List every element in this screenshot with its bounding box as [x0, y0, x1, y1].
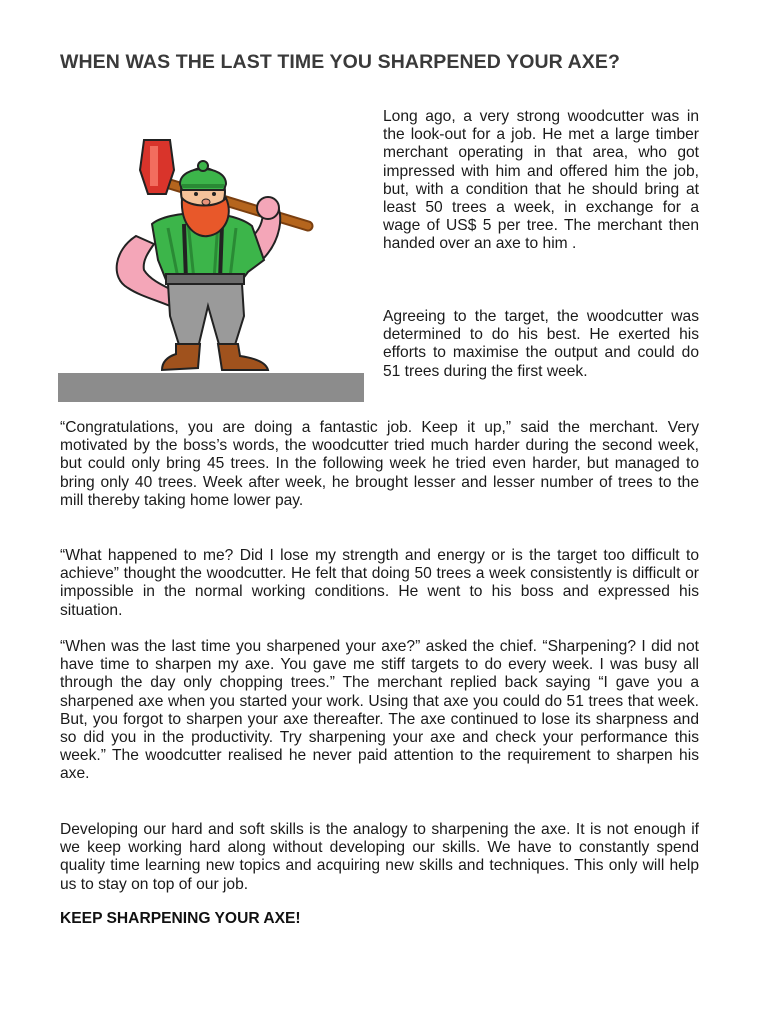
story-paragraph: “When was the last time you sharpened your axe?” asked the chief. “Sharpening? I did not have time to sharpen my axe. You gave me stiff targets to do every week. I was busy all through the day only chopping trees.” The merchant replied back saying “I gave you a sharpened axe when you started your work. Using that axe you could do 51 trees that week. But, you forgot to sharpen your axe thereafter. The axe continued to lose its sharpness and so did you in the productivity. Try sharpening your axe and check your performance this week.” The woodcutter realised he never paid attention to the requirement to sharpen his axe.: [60, 638, 699, 783]
story-paragraph: Long ago, a very strong woodcutter was in the look-out for a job. He met a large timber merchant operating in that area, who got impressed with him and offered him the job, but, with a condition that he should bring at least 50 trees a week, in exchange for a wage of US$ 5 per tree. The merchant then handed over an axe to him .: [383, 108, 699, 253]
page-title: WHEN WAS THE LAST TIME YOU SHARPENED YOUR AXE?: [60, 51, 621, 73]
woodcutter-with-axe-icon: [58, 110, 364, 402]
moral-paragraph: Developing our hard and soft skills is the analogy to sharpening the axe. It is not enough if we keep working hard along without developing our skills. We have to constantly spend quality time learning new topics and acquiring new skills and techniques. This only will help us to stay on top of our job.: [60, 821, 699, 893]
woodcutter-illustration: [58, 110, 364, 402]
story-paragraph: “What happened to me? Did I lose my strength and energy or is the target too difficult to achieve” thought the woodcutter. He felt that doing 50 trees a week consistently is difficult or impossible in the normal working conditions. He went to his boss and expressed his situation.: [60, 547, 699, 619]
story-paragraph: Agreeing to the target, the woodcutter was determined to do his best. He exerted his efforts to maximise the output and could do 51 trees during the first week.: [383, 308, 699, 380]
story-paragraph: “Congratulations, you are doing a fantastic job. Keep it up,” said the merchant. Very motivated by the boss’s words, the woodcutter tried much harder during the second week, but could only bring 45 trees. In the following week he tried even harder, but managed to bring only 40 trees. Week after week, he brought lesser and lesser number of trees to the mill thereby taking home lower pay.: [60, 419, 699, 509]
closing-slogan: KEEP SHARPENING YOUR AXE!: [60, 910, 301, 927]
